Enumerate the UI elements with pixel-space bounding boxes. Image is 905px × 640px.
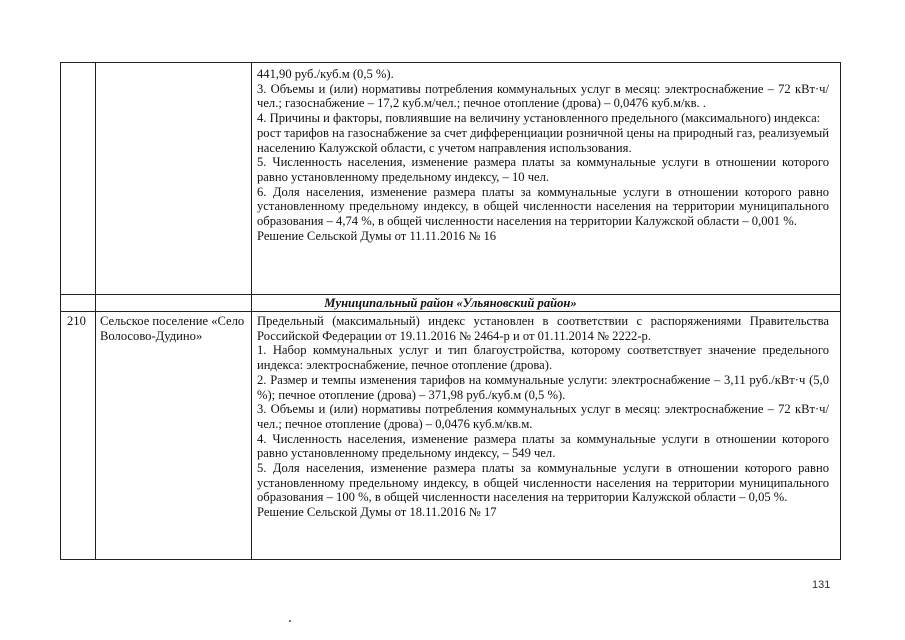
decisions-table [60,62,841,560]
text-line: 4. Причины и факторы, повлиявшие на величину установленного предельного (максимального) индекса: [257,111,821,126]
settlement-name: Сельское поселение «Село Волосово-Дудино» [100,314,245,343]
text-line: 441,90 руб./куб.м (0,5 %). [257,67,394,81]
text-line: Предельный (максимальный) индекс установлен в соответствии с распоряжениями Правительства Российской Федерации от 19.11.2016 № 2464-р и от 01.11.2014 № 2222-р. [257,314,829,343]
text-line: 4. Численность населения, изменение размера платы за коммунальные услуги в отношении которого равно установленному предельному индексу, – 549 чел. [257,431,829,461]
text-line: 3. Объемы и (или) нормативы потребления коммунальных услуг в месяц: электроснабжение – 72 кВт·ч/чел.; газоснабжение – 17,2 куб.м/чел.; печное отопление (дрова) – 0,0476 куб.м/кв. . [257,81,829,111]
text-line: 5. Доля населения, изменение размера платы за коммунальные услуги в отношении которого равно установленному предельному индексу, в общей численности населения на территории муниципального образования – 100 %, в общей численности населения на территории Калужской области – 0,05 %. [257,461,829,505]
text-line: 3. Объемы и (или) нормативы потребления коммунальных услуг в месяц: электроснабжение – 72 кВт·ч/чел.; печное отопление (дрова) – 0,0476 куб.м/кв.м. [257,402,829,431]
row-210-content [257,314,829,520]
text-line: рост тарифов на газоснабжение за счет дифференциации розничной цены на природный газ, реализуемый населению Калужской области, с учетом направления использования. [257,125,829,155]
previous-row-content [257,67,829,243]
scan-speck [289,620,291,622]
decision-reference: Решение Сельской Думы от 11.11.2016 № 16 [257,228,497,243]
text-line: 1. Набор коммунальных услуг и тип благоустройства, которому соответствует значение предельного индекса: электроснабжение, печное отопление (дрова). [257,343,829,373]
decision-reference: Решение Сельской Думы от 18.11.2016 № 17 [257,505,497,520]
page-number: 131 [812,579,831,591]
row-number: 210 [67,314,86,328]
text-line: 2. Размер и темпы изменения тарифов на коммунальные услуги: электроснабжение – 3,11 руб./кВт·ч (5,0 %); печное отопление (дрова) – 371,98 руб./куб.м (0,5 %). [257,372,829,402]
text-line: 5. Численность населения, изменение размера платы за коммунальные услуги в отношении которого равно установленному предельному индексу, – 10 чел. [257,155,829,184]
district-header: Муниципальный район «Ульяновский район» [324,296,577,310]
text-line: 6. Доля населения, изменение размера платы за коммунальные услуги в отношении которого равно установленному предельному индексу, в общей численности населения на территории муниципального образования – 4,74 %, в общей численности населения на территории Калужской области – 0,001 %. [257,184,829,229]
row-divider-district [61,311,840,312]
